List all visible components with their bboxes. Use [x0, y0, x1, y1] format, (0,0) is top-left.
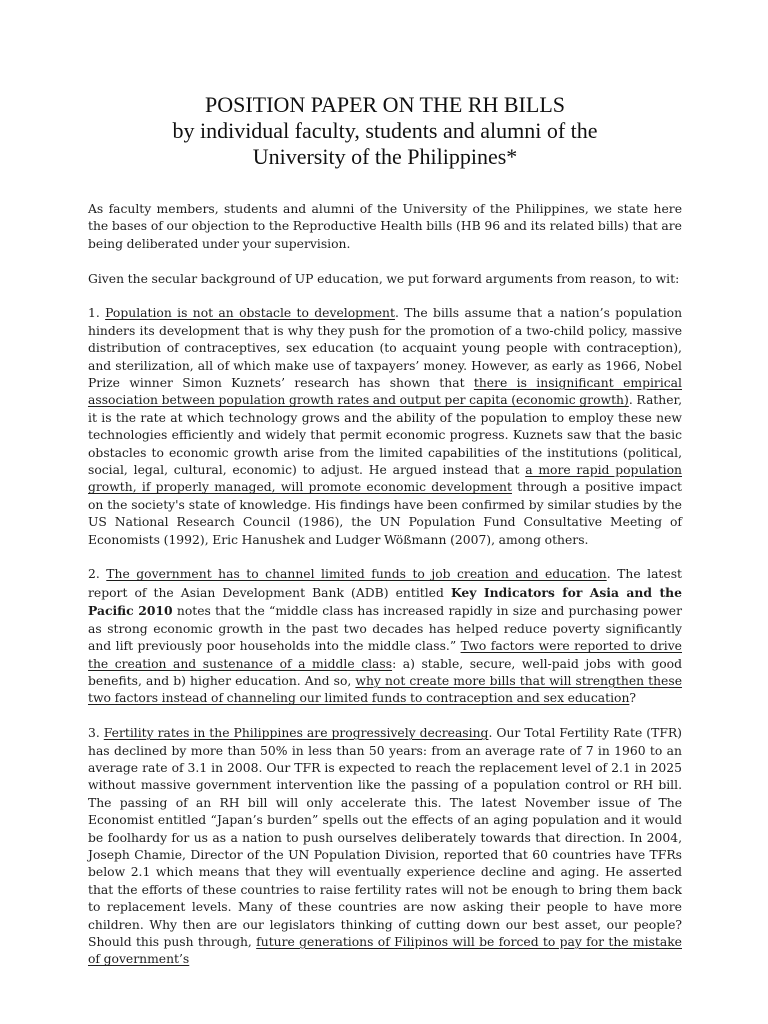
point-3-paragraph — [88, 725, 682, 969]
point-2-text-b: notes that the “middle class has increased rapidly in size and purchasing power as strong economic growth in the past two decades has helped reduce poverty significantly and lift previously poor households into the middle class.” — [88, 604, 682, 654]
point-2-text-c: : a) stable, secure, well-paid jobs with good benefits, and b) higher education. And so, — [88, 656, 682, 688]
point-1-paragraph — [88, 305, 682, 549]
point-2-heading: The government has to channel limited funds to job creation and education — [106, 567, 607, 582]
point-3-underline-future: future generations of Filipinos will be forced to pay for the mistake of government’s — [88, 935, 682, 967]
point-3-heading: Fertility rates in the Philippines are progressively decreasing — [103, 726, 489, 741]
point-2-paragraph — [88, 566, 682, 707]
point-2-underline-factors: Two factors were reported to drive the creation and sustenance of a middle class — [88, 639, 682, 671]
title-line-3: University of the Philippines* — [252, 144, 518, 169]
point-1-underline-growth: a more rapid population growth, if properly managed, will promote economic development — [88, 463, 682, 495]
point-2-text-a: . The latest report of the Asian Development Bank (ADB) entitled — [88, 567, 682, 600]
point-2-report-title: Key Indicators for Asia and the Pacific 2010 — [88, 584, 682, 619]
premise-paragraph: Given the secular background of UP education, we put forward arguments from reason, to wit: — [88, 271, 680, 286]
title-line-1: POSITION PAPER ON THE RH BILLS — [205, 92, 565, 117]
point-3-text-a: . Our Total Fertility Rate (TFR) has declined by more than 50% in less than 50 years: from an average rate of 7 in 1960 to an average rate of 3.1 in 2008. Our TFR is expected to reach the replacement level of 2.1 in 2025 without massive government intervention like the passing of a population control or RH bill. The passing of an RH bill will only accelerate this. The latest November issue of The Economist entitled “Japan’s burden” spells out the effects of an aging population and it would be foolhardy for us as a nation to push ourselves deliberately towards that direction. In 2004, Joseph Chamie, Director of the UN Population Division, reported that 60 countries have TFRs below 2.1 which means that they will eventually experience decline and aging. He asserted that the efforts of these countries to raise fertility rates will not be enough to bring them back to replacement levels. Many of these countries are now asking their people to have more children. Why then are our legislators thinking of cutting down our best asset, our people? Should this push through, — [88, 726, 683, 949]
point-3-number: 3. — [88, 726, 104, 741]
point-1-heading: Population is not an obstacle to development — [105, 306, 395, 321]
document-page — [88, 92, 682, 969]
point-1-text-c: through a positive impact on the society's state of knowledge. His findings have been confirmed by similar studies by the US National Research Council (1986), the UN Population Fund Consultative Meeting of Economists (1992), Eric Hanushek and Ludger Wößmann (2007), among others. — [88, 480, 682, 547]
title-line-2: by individual faculty, students and alumni of the — [172, 118, 598, 143]
point-2-text-d: ? — [629, 691, 637, 706]
point-1-text-a: . The bills assume that a nation’s population hinders its development that is why they push for the promotion of a two-child policy, massive distribution of contraceptives, sex education (to acquaint young people with contraception), and sterilization, all of which make use of taxpayers’ money. However, as early as 1966, Nobel Prize winner Simon Kuznets’ research has shown that — [88, 306, 683, 391]
point-2-underline-question: why not create more bills that will strengthen these two factors instead of channeling our limited funds to contraception and sex education — [88, 673, 682, 706]
point-1-text-b: . Rather, it is the rate at which technology grows and the ability of the population to employ these new technologies efficiently and widely that permit economic progress. Kuznets saw that the basic obstacles to economic growth arise from the limited capabilities of the institutions (political, social, legal, cultural, economic) to adjust. He argued instead that — [88, 393, 682, 478]
point-1-number: 1. — [88, 306, 106, 321]
point-1-underline-kuznets: there is insignificant empirical association between population growth rates and output per capita (economic growth) — [88, 376, 682, 408]
intro-paragraph: As faculty members, students and alumni of the University of the Philippines, we state here the bases of our objection to the Reproductive Health bills (HB 96 and its related bills) that are being deliberated under your supervision. — [88, 202, 682, 251]
page-title — [88, 92, 682, 170]
point-2-number: 2. — [88, 567, 107, 582]
